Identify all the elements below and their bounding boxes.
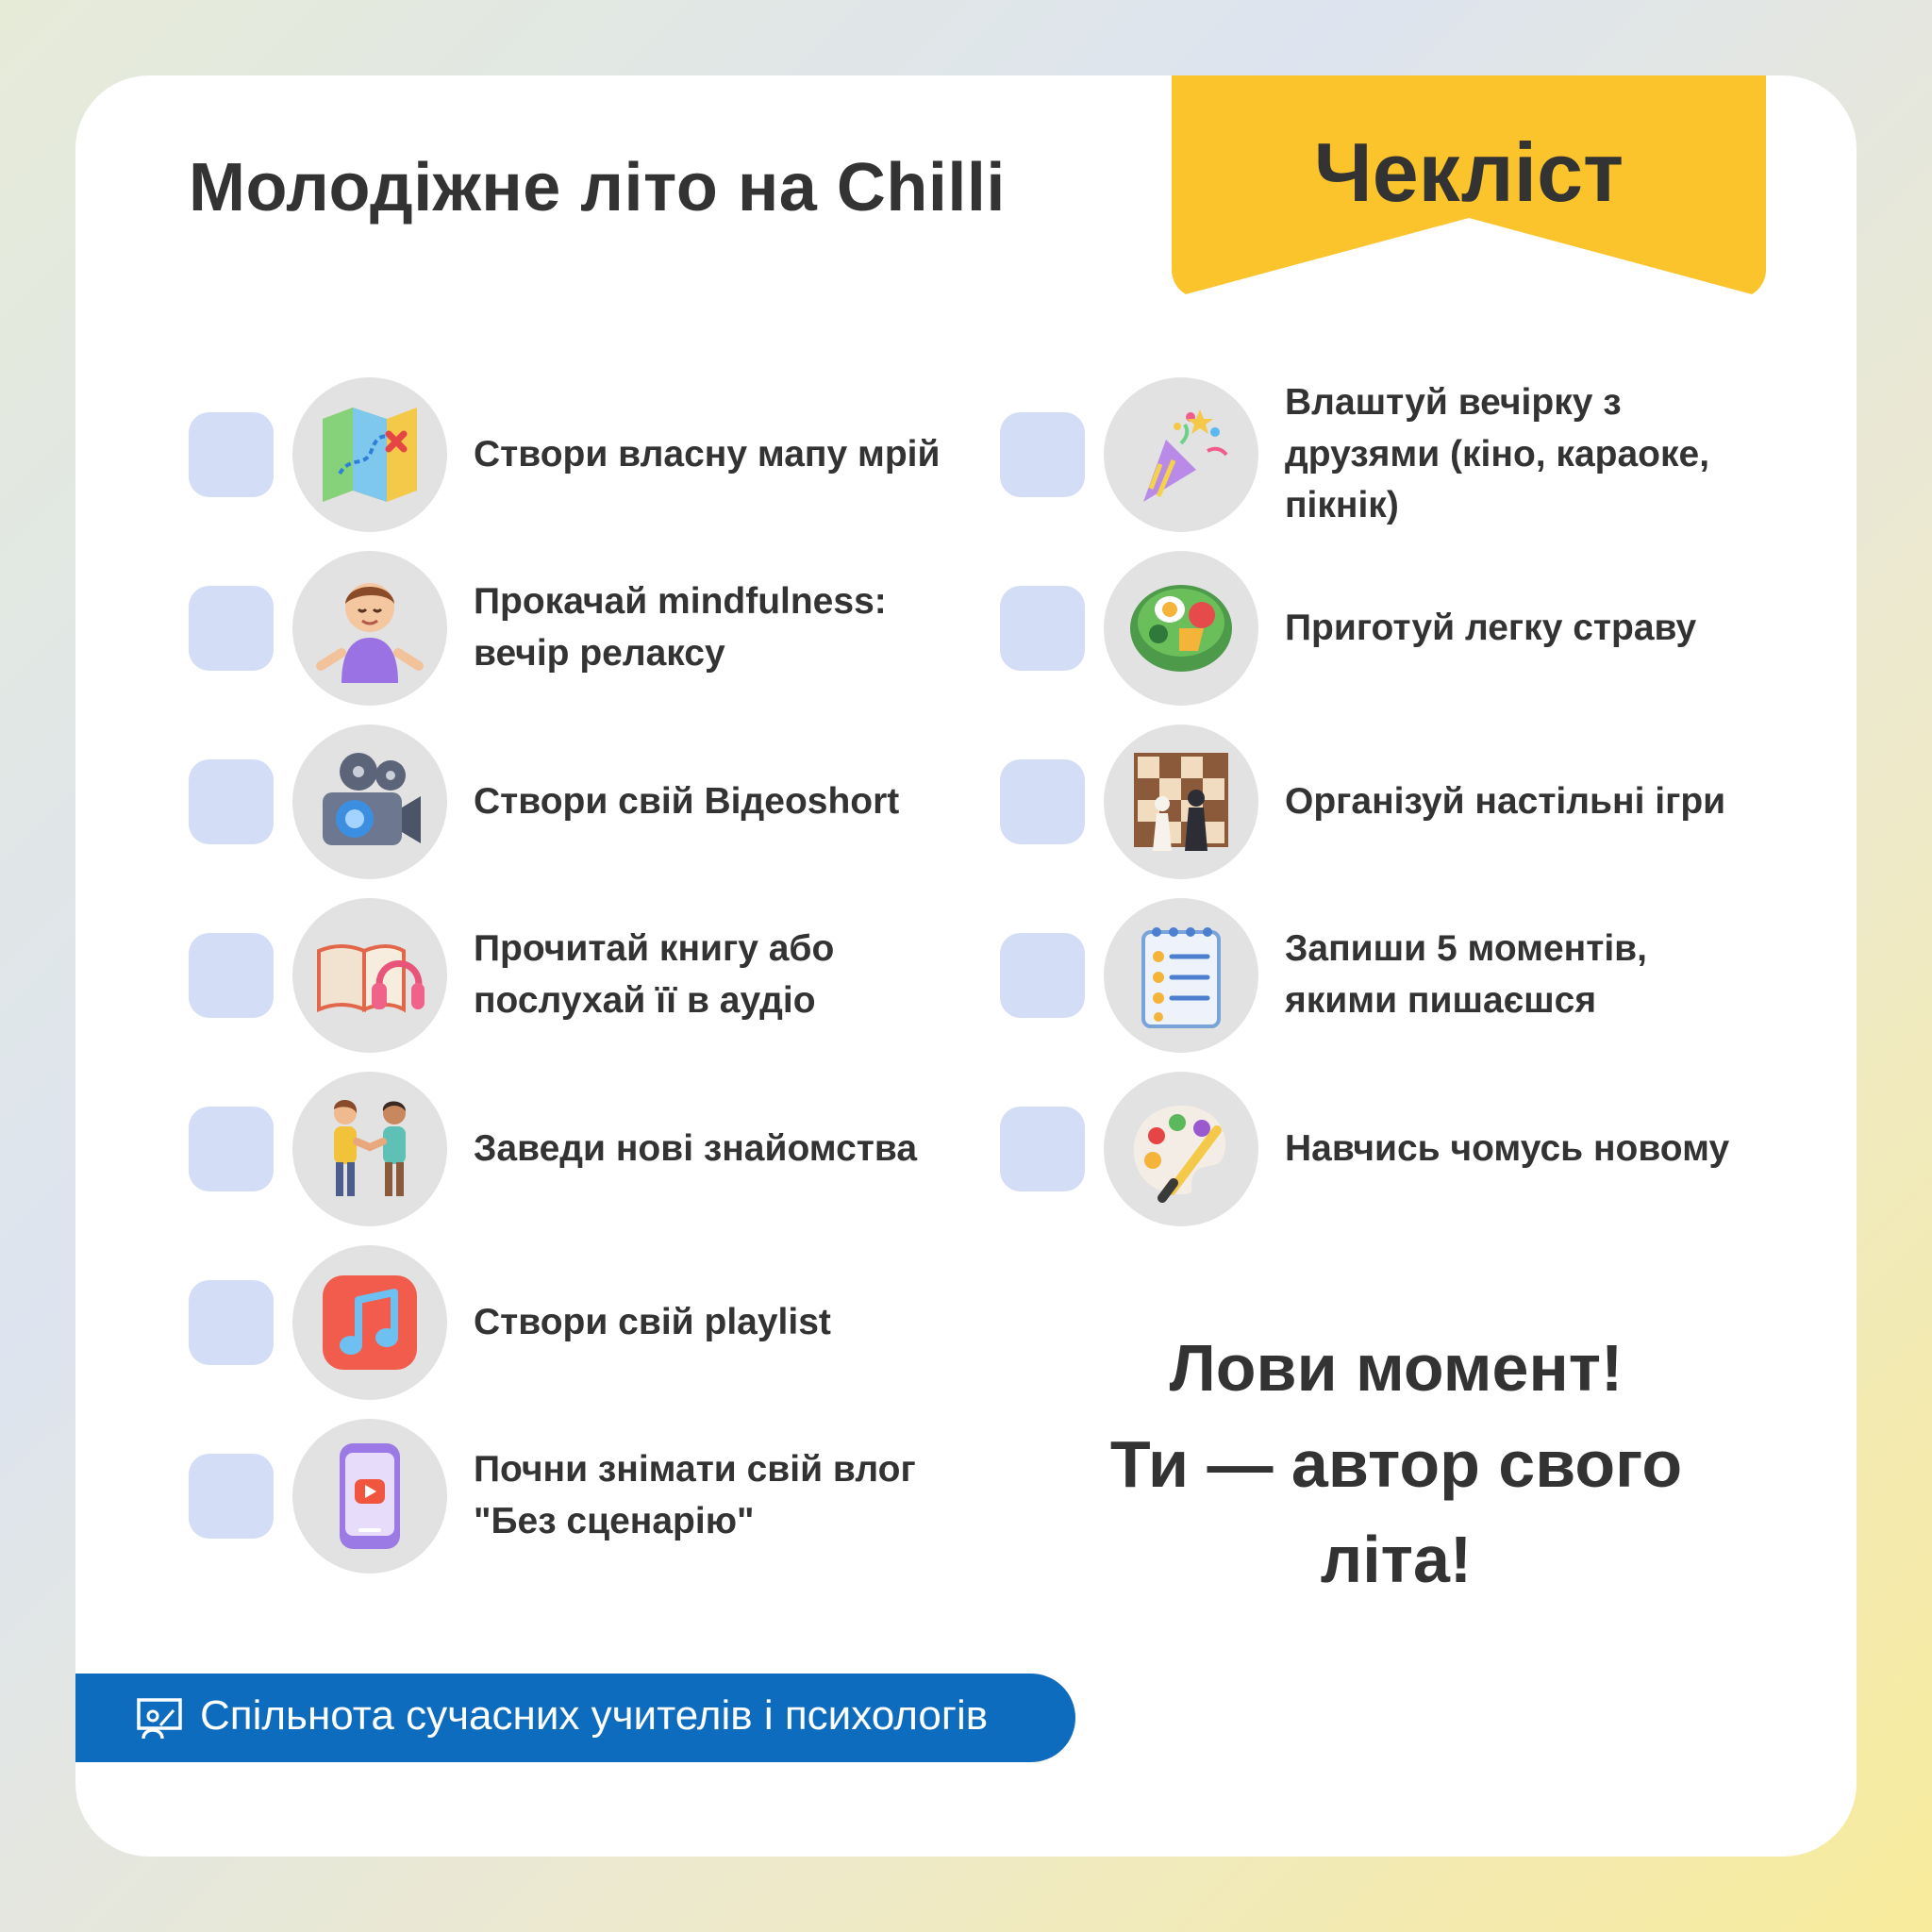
handshake-people-icon [292, 1072, 447, 1226]
item-label: Створи власну мапу мрій [474, 433, 941, 475]
item-label: Організуй настільні ігри [1285, 780, 1726, 822]
item-checkbox[interactable] [189, 1280, 274, 1365]
item-label: Запиши 5 моментів, якими пишаєшся [1285, 928, 1647, 1021]
slogan-line: Лови момент! [1169, 1331, 1624, 1405]
video-camera-icon [292, 724, 447, 879]
item-checkbox[interactable] [189, 933, 274, 1018]
paint-palette-icon [1104, 1072, 1258, 1226]
party-popper-icon [1104, 377, 1258, 532]
salad-bowl-icon [1104, 551, 1258, 706]
notepad-stars-icon [1104, 898, 1258, 1053]
chess-board-icon [1104, 724, 1258, 879]
slogan-line: літа! [1320, 1523, 1473, 1596]
meditating-person-icon [292, 551, 447, 706]
item-label: Створи свій Відеоshort [474, 780, 900, 822]
item-label: Приготуй легку страву [1285, 607, 1697, 648]
item-checkbox[interactable] [189, 1454, 274, 1539]
item-label: Навчись чомусь новому [1285, 1127, 1730, 1169]
item-label: Створи свій playlist [474, 1301, 831, 1342]
music-note-icon [292, 1245, 447, 1400]
item-checkbox[interactable] [1000, 759, 1085, 844]
item-checkbox[interactable] [189, 412, 274, 497]
footer-banner[interactable] [75, 1674, 1075, 1762]
phone-play-icon [292, 1419, 447, 1574]
item-checkbox[interactable] [1000, 586, 1085, 671]
item-checkbox[interactable] [1000, 933, 1085, 1018]
checklist-card [75, 75, 1857, 1857]
item-checkbox[interactable] [189, 586, 274, 671]
item-checkbox[interactable] [189, 759, 274, 844]
map-icon [292, 377, 447, 532]
item-label: Прокачай mindfulness: вечір релаксу [474, 581, 887, 674]
item-label: Заведи нові знайомства [474, 1127, 918, 1169]
slogan [1066, 1321, 1726, 1608]
footer-text: Спільнота сучасних учителів і психологів [200, 1692, 989, 1739]
item-label: Почни знімати свій влог "Без сценарію" [474, 1449, 916, 1541]
item-checkbox[interactable] [1000, 412, 1085, 497]
slogan-line: Ти — автор свого [1109, 1426, 1683, 1501]
teacher-board-icon [136, 1697, 183, 1740]
book-headphones-icon [292, 898, 447, 1053]
item-label: Прочитай книгу або послухай її в аудіо [474, 928, 835, 1021]
page-title: Молодіжне літо на Chilli [189, 150, 1006, 225]
item-checkbox[interactable] [1000, 1107, 1085, 1191]
item-label: Влаштуй вечірку з друзями (кіно, караоке, пікнік) [1285, 382, 1710, 526]
item-checkbox[interactable] [189, 1107, 274, 1191]
ribbon-label: Чекліст [1313, 125, 1624, 219]
